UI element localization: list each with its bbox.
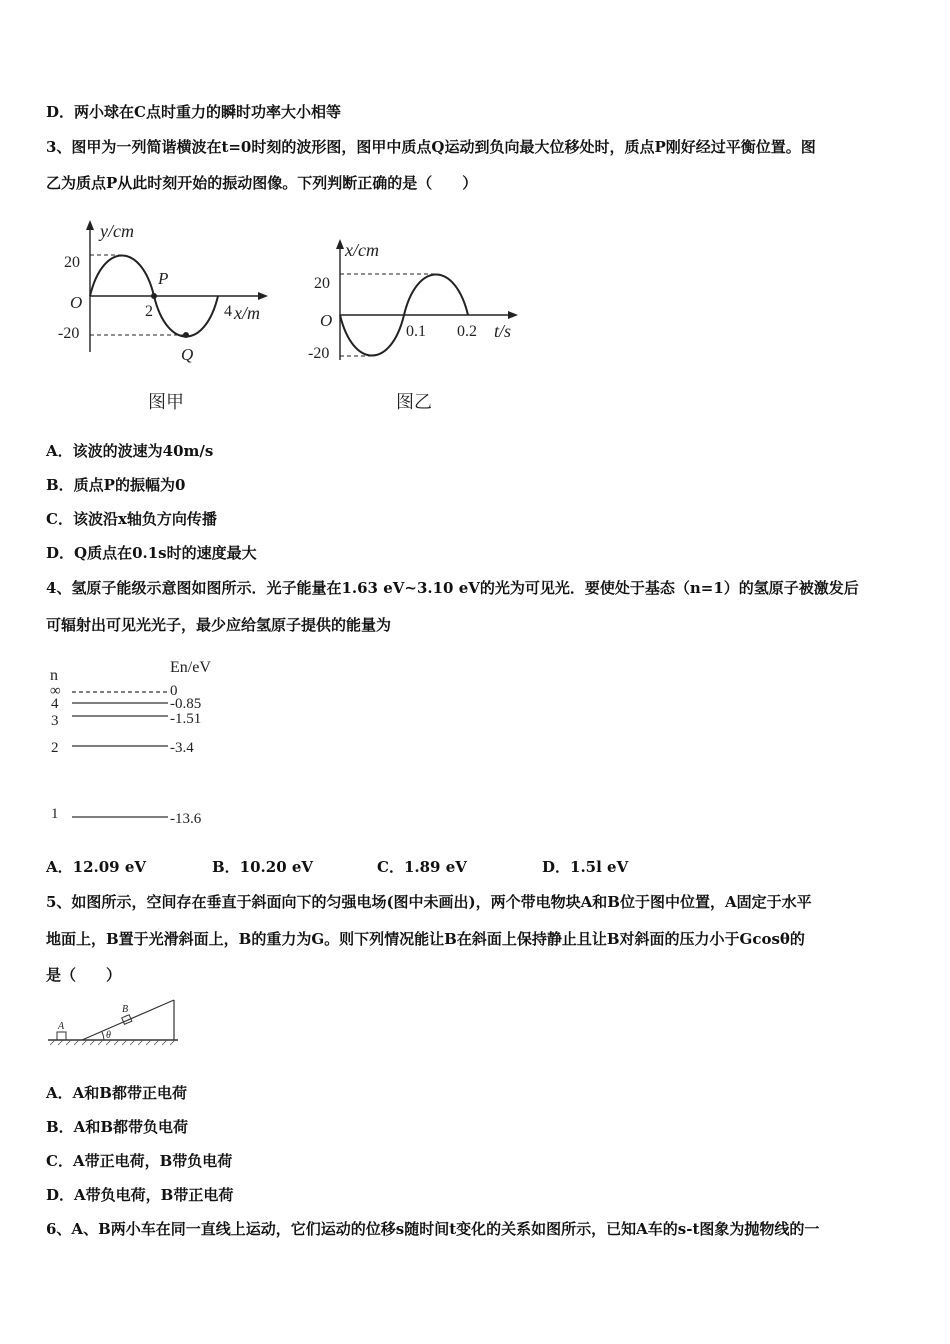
q4-option-d: D．1.5l eV — [542, 858, 629, 876]
label-b: B — [122, 1004, 129, 1015]
level-n: 2 — [51, 740, 59, 756]
level-energy: -13.6 — [170, 811, 202, 827]
q4-option-b: B．10.20 eV — [212, 858, 314, 876]
q3-option-b: B．质点P的振幅为0 — [46, 476, 186, 494]
figure-wave-jia — [48, 212, 288, 422]
level-n: 1 — [51, 806, 59, 822]
x-label: x/m — [234, 303, 260, 323]
figure-incline — [46, 995, 186, 1050]
q4-stem-line1: 4、氢原子能级示意图如图所示．光子能量在1.63 eV~3.10 eV的光为可见光．要使处于基态（n=1）的氢原子被激发后 — [46, 579, 859, 597]
angle-arc — [102, 1032, 104, 1040]
q4-option-c: C．1.89 eV — [377, 858, 467, 876]
origin-label: O — [70, 293, 83, 312]
q4-option-a: A．12.09 eV — [46, 858, 147, 876]
q5-stem-line2: 地面上，B置于光滑斜面上，B的重力为G。则下列情况能让B在斜面上保持静止且让B对斜面的压力小于Gcosθ的 — [46, 930, 805, 948]
y-axis-arrow — [86, 220, 94, 230]
x-axis-arrow — [258, 292, 268, 300]
t-axis-arrow — [508, 311, 518, 319]
n-label: n — [50, 667, 58, 684]
label-a: A — [58, 1021, 65, 1032]
q3-option-c: C．该波沿x轴负方向传播 — [46, 510, 217, 528]
q2-option-d: D．两小球在C点时重力的瞬时功率大小相等 — [46, 103, 341, 121]
energy-label: En/eV — [170, 659, 211, 676]
point-q — [183, 332, 189, 338]
t-tick-0-2: 0.2 — [457, 323, 477, 340]
level-n: 3 — [51, 713, 59, 729]
y-tick-top: 20 — [314, 275, 330, 292]
x-tick-2: 2 — [145, 303, 153, 320]
x-axis-arrow — [336, 239, 344, 249]
level-energy: 0 — [170, 683, 178, 699]
figure-vibration-yi — [300, 230, 540, 425]
q5-option-d: D．A带负电荷，B带正电荷 — [46, 1186, 234, 1204]
figure-energy-levels — [40, 652, 240, 832]
level-n: 4 — [51, 696, 59, 712]
t-tick-0-1: 0.1 — [406, 323, 426, 340]
q5-option-c: C．A带正电荷，B带负电荷 — [46, 1152, 233, 1170]
level-energy: -1.51 — [170, 711, 202, 727]
block-a — [57, 1032, 66, 1040]
t-label: t/s — [494, 321, 512, 341]
q3-stem-line1: 3、图甲为一列简谐横波在t=0时刻的波形图，图甲中质点Q运动到负向最大位移处时，质点P刚好经过平衡位置。图 — [46, 138, 816, 156]
caption-jia: 图甲 — [148, 392, 184, 413]
caption-yi: 图乙 — [396, 392, 432, 413]
q3-stem-line2: 乙为质点P从此时刻开始的振动图像。下列判断正确的是（ ） — [46, 174, 478, 192]
label-q: Q — [181, 345, 194, 364]
q3-option-d: D．Q质点在0.1s时的速度最大 — [46, 544, 257, 562]
y-tick-top: 20 — [64, 254, 80, 271]
y-tick-bottom: -20 — [58, 325, 80, 342]
q4-stem-line2: 可辐射出可见光光子，最少应给氢原子提供的能量为 — [46, 616, 392, 634]
q6-stem-line1: 6、A、B两小车在同一直线上运动，它们运动的位移s随时间t变化的关系如图所示，已知A车的s-t图象为抛物线的一 — [46, 1220, 820, 1238]
level-energy: -3.4 — [170, 740, 194, 756]
q5-stem-line1: 5、如图所示，空间存在垂直于斜面向下的匀强电场(图中未画出)，两个带电物块A和B位于图中位置，A固定于水平 — [46, 893, 812, 911]
label-p: P — [158, 269, 169, 288]
x-tick-4: 4 — [224, 303, 232, 320]
point-p — [151, 293, 157, 299]
x-label: x/cm — [345, 240, 379, 260]
level-n: ∞ — [50, 683, 61, 699]
y-tick-bottom: -20 — [308, 345, 330, 362]
q5-option-b: B．A和B都带负电荷 — [46, 1118, 188, 1136]
label-theta: θ — [106, 1030, 111, 1041]
q5-stem-line3: 是（ ） — [46, 966, 122, 984]
q3-option-a: A．该波的波速为40m/s — [46, 442, 214, 460]
origin-label: O — [320, 311, 333, 330]
q5-option-a: A．A和B都带正电荷 — [46, 1084, 187, 1102]
level-energy: -0.85 — [170, 696, 202, 712]
y-label: y/cm — [100, 221, 134, 241]
